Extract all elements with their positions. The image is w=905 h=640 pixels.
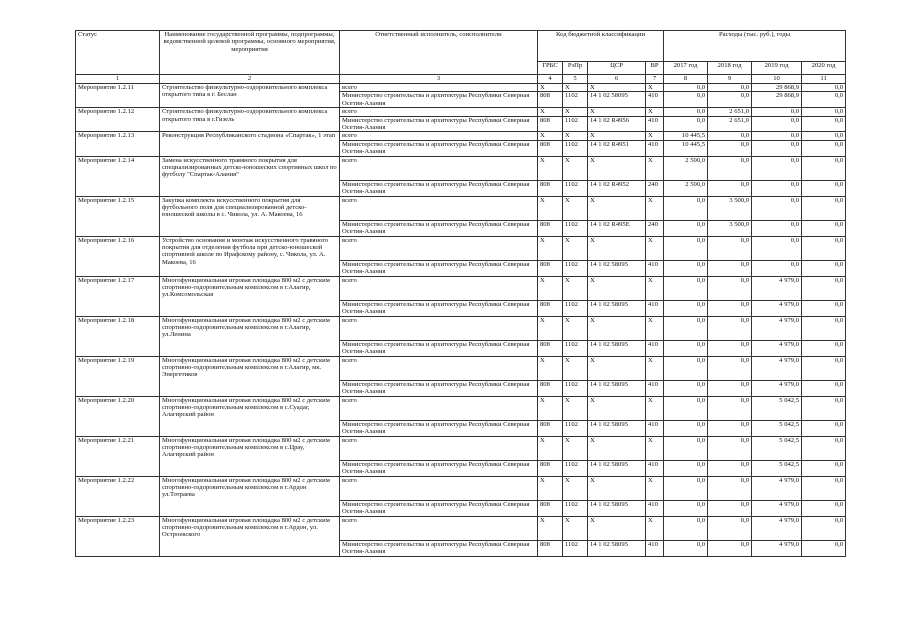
status-cell: Мероприятие 1.2.16: [76, 236, 160, 276]
y2019-cell: 5 042,5: [752, 436, 802, 460]
name-cell: Замена искусственного травяного покрытия для специализированных детско-юношеских спортивных школ по футболу "Спартак-Алания": [160, 156, 340, 196]
y2020-cell: 0,0: [802, 132, 846, 140]
executor-cell: всего: [340, 396, 538, 420]
csr-cell: 14 1 02 58095: [588, 540, 646, 556]
y2020-cell: 0,0: [802, 516, 846, 540]
y2017-cell: 10 445,5: [664, 132, 708, 140]
csr-cell: X: [588, 236, 646, 260]
y2019-cell: 4 979,0: [752, 276, 802, 300]
y2019-cell: 4 979,0: [752, 540, 802, 556]
column-number: 4: [538, 75, 563, 84]
y2018-cell: 0,0: [708, 500, 752, 516]
csr-cell: 14 1 02 R4952: [588, 180, 646, 196]
y2017-cell: 10 445,5: [664, 140, 708, 156]
vr-cell: X: [646, 156, 664, 180]
csr-cell: X: [588, 276, 646, 300]
rzpr-cell: 1102: [563, 92, 588, 108]
y2018-cell: 0,0: [708, 540, 752, 556]
csr-cell: X: [588, 436, 646, 460]
y2019-cell: 4 979,0: [752, 516, 802, 540]
column-number: 1: [76, 75, 160, 84]
executor-cell: Министерство строительства и архитектуры Республики Северная Осетия-Алания: [340, 500, 538, 516]
rzpr-cell: X: [563, 516, 588, 540]
y2018-cell: 0,0: [708, 420, 752, 436]
header-rzpr: РзПр: [563, 62, 588, 75]
grbs-cell: X: [538, 396, 563, 420]
status-cell: Мероприятие 1.2.21: [76, 436, 160, 476]
rzpr-cell: X: [563, 356, 588, 380]
y2020-cell: 0,0: [802, 380, 846, 396]
vr-cell: 410: [646, 340, 664, 356]
y2018-cell: 3 500,0: [708, 220, 752, 236]
y2017-cell: 0,0: [664, 92, 708, 108]
y2017-cell: 0,0: [664, 540, 708, 556]
y2019-cell: 4 979,0: [752, 300, 802, 316]
header-vr: ВР: [646, 62, 664, 75]
y2019-cell: 4 979,0: [752, 380, 802, 396]
name-cell: Многофункциональная игровая площадка 800 м2 с детским спортивно-оздоровительным комплексом в г.Ардон, ул. Остроевского: [160, 516, 340, 556]
status-cell: Мероприятие 1.2.11: [76, 84, 160, 108]
y2020-cell: 0,0: [802, 156, 846, 180]
executor-cell: всего: [340, 356, 538, 380]
csr-cell: X: [588, 196, 646, 220]
executor-cell: Министерство строительства и архитектуры Республики Северная Осетия-Алания: [340, 180, 538, 196]
vr-cell: X: [646, 396, 664, 420]
column-number: 10: [752, 75, 802, 84]
y2018-cell: 0,0: [708, 316, 752, 340]
y2018-cell: 0,0: [708, 460, 752, 476]
y2019-cell: 4 979,0: [752, 500, 802, 516]
y2019-cell: 4 979,0: [752, 340, 802, 356]
grbs-cell: 808: [538, 380, 563, 396]
column-number: 5: [563, 75, 588, 84]
y2020-cell: 0,0: [802, 236, 846, 260]
header-budget-code: Код бюджетной классификации: [538, 31, 664, 62]
y2018-cell: 0,0: [708, 156, 752, 180]
grbs-cell: X: [538, 516, 563, 540]
y2017-cell: 0,0: [664, 396, 708, 420]
csr-cell: X: [588, 156, 646, 180]
executor-cell: Министерство строительства и архитектуры Республики Северная Осетия-Алания: [340, 300, 538, 316]
y2017-cell: 0,0: [664, 84, 708, 92]
vr-cell: 410: [646, 380, 664, 396]
table-row: [76, 132, 846, 140]
y2019-cell: 4 979,0: [752, 356, 802, 380]
executor-cell: всего: [340, 516, 538, 540]
rzpr-cell: 1102: [563, 220, 588, 236]
vr-cell: X: [646, 108, 664, 116]
y2019-cell: 0,0: [752, 108, 802, 116]
y2020-cell: 0,0: [802, 84, 846, 92]
y2017-cell: 0,0: [664, 236, 708, 260]
y2018-cell: 0,0: [708, 436, 752, 460]
vr-cell: 410: [646, 540, 664, 556]
y2017-cell: 0,0: [664, 340, 708, 356]
status-cell: Мероприятие 1.2.15: [76, 196, 160, 236]
csr-cell: 14 1 02 58095: [588, 500, 646, 516]
rzpr-cell: 1102: [563, 460, 588, 476]
table-row: [76, 108, 846, 116]
csr-cell: X: [588, 132, 646, 140]
executor-cell: Министерство строительства и архитектуры Республики Северная Осетия-Алания: [340, 220, 538, 236]
executor-cell: Министерство строительства и архитектуры Республики Северная Осетия-Алания: [340, 460, 538, 476]
vr-cell: X: [646, 516, 664, 540]
executor-cell: всего: [340, 156, 538, 180]
y2019-cell: 5 042,5: [752, 420, 802, 436]
executor-cell: всего: [340, 84, 538, 92]
y2017-cell: 0,0: [664, 380, 708, 396]
executor-cell: Министерство строительства и архитектуры Республики Северная Осетия-Алания: [340, 116, 538, 132]
rzpr-cell: 1102: [563, 540, 588, 556]
column-number: 7: [646, 75, 664, 84]
vr-cell: 240: [646, 220, 664, 236]
y2020-cell: 0,0: [802, 356, 846, 380]
column-number: 2: [160, 75, 340, 84]
y2018-cell: 0,0: [708, 92, 752, 108]
executor-cell: всего: [340, 108, 538, 116]
executor-cell: всего: [340, 132, 538, 140]
y2017-cell: 0,0: [664, 196, 708, 220]
vr-cell: X: [646, 316, 664, 340]
y2020-cell: 0,0: [802, 180, 846, 196]
y2017-cell: 0,0: [664, 500, 708, 516]
executor-cell: Министерство строительства и архитектуры Республики Северная Осетия-Алания: [340, 260, 538, 276]
vr-cell: 410: [646, 420, 664, 436]
header-2017: 2017 год: [664, 62, 708, 75]
status-cell: Мероприятие 1.2.19: [76, 356, 160, 396]
header-program: Наименование государственной программы, подпрограммы, ведомственной целевой программы, основного мероприятия, мероприятия: [160, 31, 340, 75]
name-cell: Многофункциональная игровая площадка 800 м2 с детским спортивно-оздоровительным комплексом в с.Црау, Алагирский район: [160, 436, 340, 476]
table-row: [76, 236, 846, 260]
y2019-cell: 0,0: [752, 220, 802, 236]
table-row: [76, 396, 846, 420]
status-cell: Мероприятие 1.2.13: [76, 132, 160, 156]
grbs-cell: 808: [538, 300, 563, 316]
vr-cell: X: [646, 236, 664, 260]
y2020-cell: 0,0: [802, 260, 846, 276]
y2017-cell: 0,0: [664, 420, 708, 436]
table-row: [76, 276, 846, 300]
csr-cell: 14 1 02 58095: [588, 460, 646, 476]
rzpr-cell: X: [563, 236, 588, 260]
header-status: Статус: [76, 31, 160, 75]
y2019-cell: 5 042,5: [752, 460, 802, 476]
status-cell: Мероприятие 1.2.18: [76, 316, 160, 356]
y2019-cell: 5 042,5: [752, 396, 802, 420]
vr-cell: X: [646, 476, 664, 500]
y2018-cell: 0,0: [708, 84, 752, 92]
csr-cell: X: [588, 84, 646, 92]
y2018-cell: 0,0: [708, 356, 752, 380]
executor-cell: Министерство строительства и архитектуры Республики Северная Осетия-Алания: [340, 92, 538, 108]
executor-cell: Министерство строительства и архитектуры Республики Северная Осетия-Алания: [340, 380, 538, 396]
table-row: [76, 476, 846, 500]
name-cell: Многофункциональная игровая площадка 800 м2 с детским спортивно-оздоровительным комплексом в г.Ардон ул.Тотраева: [160, 476, 340, 516]
csr-cell: 14 1 02 R4951: [588, 140, 646, 156]
name-cell: Реконструкция Республиканского стадиона «Спартак», 1 этап: [160, 132, 340, 156]
y2018-cell: 3 500,0: [708, 196, 752, 220]
header-expenses: Расходы (тыс. руб.), годы: [664, 31, 846, 62]
rzpr-cell: 1102: [563, 116, 588, 132]
rzpr-cell: X: [563, 196, 588, 220]
name-cell: Устройство основания и монтаж искусственного травяного покрытия для отделения футбола при детско-юношеской спортивной школе по Ирафскому району, с. Чикола, ул. А. Макоева, 16: [160, 236, 340, 276]
csr-cell: 14 1 02 R495Е: [588, 220, 646, 236]
executor-cell: всего: [340, 236, 538, 260]
csr-cell: 14 1 02 58095: [588, 92, 646, 108]
header-2020: 2020 год: [802, 62, 846, 75]
y2018-cell: 0,0: [708, 140, 752, 156]
status-cell: Мероприятие 1.2.12: [76, 108, 160, 132]
rzpr-cell: X: [563, 84, 588, 92]
csr-cell: 14 1 02 R4956: [588, 116, 646, 132]
executor-cell: всего: [340, 316, 538, 340]
y2017-cell: 0,0: [664, 260, 708, 276]
y2017-cell: 0,0: [664, 316, 708, 340]
y2017-cell: 0,0: [664, 516, 708, 540]
y2017-cell: 0,0: [664, 108, 708, 116]
name-cell: Строительство физкультурно-оздоровительного комплекса открытого типа в г.Гизель: [160, 108, 340, 132]
grbs-cell: X: [538, 84, 563, 92]
y2019-cell: 0,0: [752, 116, 802, 132]
grbs-cell: 808: [538, 260, 563, 276]
csr-cell: X: [588, 396, 646, 420]
vr-cell: X: [646, 276, 664, 300]
y2018-cell: 0,0: [708, 180, 752, 196]
grbs-cell: X: [538, 436, 563, 460]
grbs-cell: X: [538, 196, 563, 220]
y2017-cell: 2 500,0: [664, 156, 708, 180]
csr-cell: 14 1 02 58095: [588, 380, 646, 396]
vr-cell: X: [646, 356, 664, 380]
csr-cell: 14 1 02 58095: [588, 260, 646, 276]
column-numbers-row: [76, 75, 846, 84]
y2018-cell: 0,0: [708, 236, 752, 260]
y2020-cell: 0,0: [802, 500, 846, 516]
y2019-cell: 0,0: [752, 180, 802, 196]
vr-cell: X: [646, 84, 664, 92]
column-number: 8: [664, 75, 708, 84]
grbs-cell: 808: [538, 500, 563, 516]
y2019-cell: 0,0: [752, 260, 802, 276]
y2017-cell: 0,0: [664, 276, 708, 300]
y2017-cell: 0,0: [664, 436, 708, 460]
name-cell: Многофункциональная игровая площадка 800 м2 с детским спортивно-оздоровительным комплексом в г.Алагир, ул.Ленина: [160, 316, 340, 356]
y2020-cell: 0,0: [802, 140, 846, 156]
y2018-cell: 0,0: [708, 132, 752, 140]
grbs-cell: 808: [538, 92, 563, 108]
y2020-cell: 0,0: [802, 116, 846, 132]
y2018-cell: 0,0: [708, 340, 752, 356]
grbs-cell: X: [538, 108, 563, 116]
table-row: [76, 516, 846, 540]
vr-cell: 410: [646, 500, 664, 516]
header-2019: 2019 год: [752, 62, 802, 75]
budget-table: [75, 30, 846, 557]
y2019-cell: 0,0: [752, 236, 802, 260]
vr-cell: 410: [646, 260, 664, 276]
y2020-cell: 0,0: [802, 92, 846, 108]
rzpr-cell: X: [563, 436, 588, 460]
column-number: 3: [340, 75, 538, 84]
y2019-cell: 0,0: [752, 156, 802, 180]
vr-cell: 410: [646, 116, 664, 132]
grbs-cell: X: [538, 156, 563, 180]
rzpr-cell: 1102: [563, 340, 588, 356]
status-cell: Мероприятие 1.2.17: [76, 276, 160, 316]
y2018-cell: 0,0: [708, 380, 752, 396]
y2019-cell: 0,0: [752, 196, 802, 220]
csr-cell: 14 1 02 58095: [588, 340, 646, 356]
table-row: [76, 156, 846, 180]
y2017-cell: 0,0: [664, 300, 708, 316]
rzpr-cell: 1102: [563, 300, 588, 316]
table-row: [76, 84, 846, 92]
status-cell: Мероприятие 1.2.14: [76, 156, 160, 196]
vr-cell: 410: [646, 92, 664, 108]
header-grbs: ГРБС: [538, 62, 563, 75]
y2020-cell: 0,0: [802, 300, 846, 316]
vr-cell: X: [646, 132, 664, 140]
vr-cell: 410: [646, 460, 664, 476]
y2017-cell: 2 500,0: [664, 180, 708, 196]
vr-cell: 240: [646, 180, 664, 196]
rzpr-cell: X: [563, 396, 588, 420]
vr-cell: 410: [646, 140, 664, 156]
y2019-cell: 0,0: [752, 132, 802, 140]
status-cell: Мероприятие 1.2.22: [76, 476, 160, 516]
grbs-cell: 808: [538, 420, 563, 436]
rzpr-cell: X: [563, 108, 588, 116]
y2020-cell: 0,0: [802, 196, 846, 220]
name-cell: Строительство физкультурно-оздоровительного комплекса открытого типа в г. Беслан: [160, 84, 340, 108]
rzpr-cell: 1102: [563, 420, 588, 436]
rzpr-cell: X: [563, 476, 588, 500]
y2019-cell: 4 979,0: [752, 476, 802, 500]
vr-cell: X: [646, 436, 664, 460]
executor-cell: Министерство строительства и архитектуры Республики Северная Осетия-Алания: [340, 420, 538, 436]
y2020-cell: 0,0: [802, 436, 846, 460]
name-cell: Многофункциональная игровая площадка 800 м2 с детским спортивно-оздоровительным комплексом в г.Алагир, ул.Комсомольская: [160, 276, 340, 316]
grbs-cell: X: [538, 476, 563, 500]
rzpr-cell: X: [563, 156, 588, 180]
rzpr-cell: 1102: [563, 140, 588, 156]
grbs-cell: X: [538, 316, 563, 340]
name-cell: Многофункциональная игровая площадка 800 м2 с детским спортивно-оздоровительным комплексом в г.Алагир, мк. Энергетиков: [160, 356, 340, 396]
header-csr: ЦСР: [588, 62, 646, 75]
executor-cell: Министерство строительства и архитектуры Республики Северная Осетия-Алания: [340, 540, 538, 556]
table-row: [76, 316, 846, 340]
rzpr-cell: X: [563, 316, 588, 340]
y2020-cell: 0,0: [802, 476, 846, 500]
grbs-cell: 808: [538, 180, 563, 196]
y2019-cell: 29 868,9: [752, 92, 802, 108]
table-row: [76, 356, 846, 380]
rzpr-cell: 1102: [563, 380, 588, 396]
rzpr-cell: X: [563, 132, 588, 140]
y2020-cell: 0,0: [802, 276, 846, 300]
rzpr-cell: 1102: [563, 500, 588, 516]
column-number: 11: [802, 75, 846, 84]
y2017-cell: 0,0: [664, 116, 708, 132]
executor-cell: Министерство строительства и архитектуры Республики Северная Осетия-Алания: [340, 140, 538, 156]
grbs-cell: 808: [538, 220, 563, 236]
csr-cell: X: [588, 108, 646, 116]
csr-cell: X: [588, 476, 646, 500]
y2020-cell: 0,0: [802, 340, 846, 356]
csr-cell: 14 1 02 58095: [588, 300, 646, 316]
y2017-cell: 0,0: [664, 356, 708, 380]
status-cell: Мероприятие 1.2.20: [76, 396, 160, 436]
grbs-cell: 808: [538, 340, 563, 356]
executor-cell: всего: [340, 476, 538, 500]
status-cell: Мероприятие 1.2.23: [76, 516, 160, 556]
y2018-cell: 0,0: [708, 300, 752, 316]
y2018-cell: 2 651,0: [708, 108, 752, 116]
rzpr-cell: 1102: [563, 260, 588, 276]
y2020-cell: 0,0: [802, 396, 846, 420]
y2018-cell: 0,0: [708, 476, 752, 500]
grbs-cell: 808: [538, 460, 563, 476]
name-cell: Многофункциональная игровая площадка 800 м2 с детским спортивно-оздоровительным комплексом в с.Суадаг, Алагирский район: [160, 396, 340, 436]
vr-cell: X: [646, 196, 664, 220]
table-row: [76, 196, 846, 220]
executor-cell: всего: [340, 196, 538, 220]
y2018-cell: 0,0: [708, 276, 752, 300]
grbs-cell: 808: [538, 140, 563, 156]
header-2018: 2018 год: [708, 62, 752, 75]
grbs-cell: X: [538, 276, 563, 300]
y2019-cell: 0,0: [752, 140, 802, 156]
rzpr-cell: X: [563, 276, 588, 300]
csr-cell: X: [588, 316, 646, 340]
y2020-cell: 0,0: [802, 460, 846, 476]
header-executor: Ответственный исполнитель, соисполнители: [340, 31, 538, 75]
y2020-cell: 0,0: [802, 420, 846, 436]
grbs-cell: X: [538, 132, 563, 140]
name-cell: Закупка комплекта искусственного покрытия для футбольного поля для специализированной детско-юношеской школы в с. Чикола, ул. А. Макоева, 16: [160, 196, 340, 236]
executor-cell: всего: [340, 436, 538, 460]
y2020-cell: 0,0: [802, 316, 846, 340]
vr-cell: 410: [646, 300, 664, 316]
csr-cell: X: [588, 356, 646, 380]
y2020-cell: 0,0: [802, 220, 846, 236]
grbs-cell: X: [538, 356, 563, 380]
y2017-cell: 0,0: [664, 220, 708, 236]
grbs-cell: 808: [538, 540, 563, 556]
y2017-cell: 0,0: [664, 476, 708, 500]
table-row: [76, 436, 846, 460]
executor-cell: Министерство строительства и архитектуры Республики Северная Осетия-Алания: [340, 340, 538, 356]
column-number: 9: [708, 75, 752, 84]
y2017-cell: 0,0: [664, 460, 708, 476]
rzpr-cell: 1102: [563, 180, 588, 196]
y2020-cell: 0,0: [802, 108, 846, 116]
csr-cell: 14 1 02 58095: [588, 420, 646, 436]
y2018-cell: 0,0: [708, 516, 752, 540]
column-number: 6: [588, 75, 646, 84]
y2018-cell: 2 651,0: [708, 116, 752, 132]
executor-cell: всего: [340, 276, 538, 300]
y2018-cell: 0,0: [708, 396, 752, 420]
y2020-cell: 0,0: [802, 540, 846, 556]
grbs-cell: X: [538, 236, 563, 260]
y2019-cell: 4 979,0: [752, 316, 802, 340]
y2018-cell: 0,0: [708, 260, 752, 276]
csr-cell: X: [588, 516, 646, 540]
grbs-cell: 808: [538, 116, 563, 132]
y2019-cell: 29 868,9: [752, 84, 802, 92]
